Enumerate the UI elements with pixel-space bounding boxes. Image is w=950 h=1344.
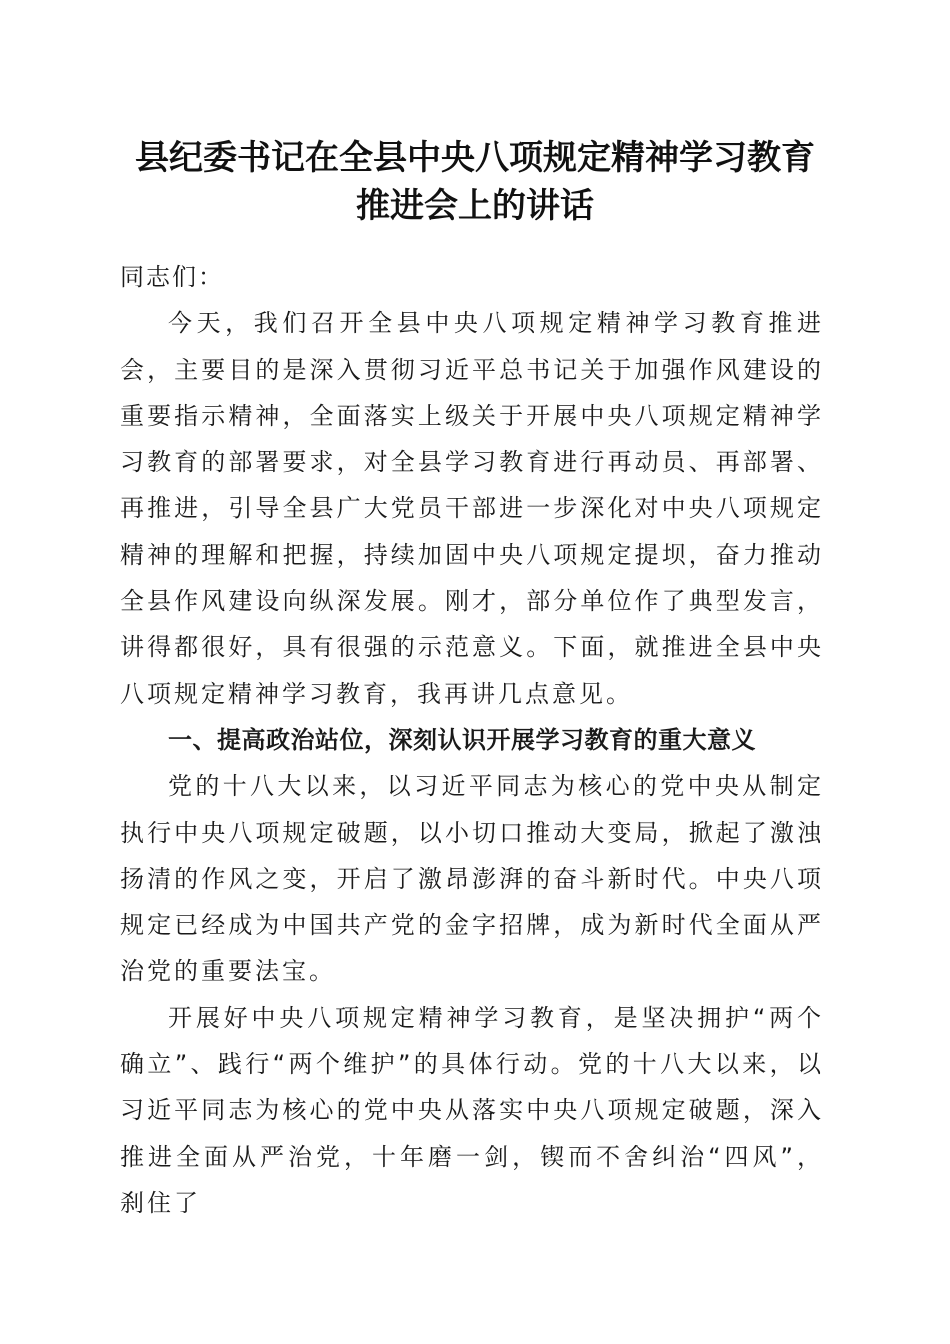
document-title-line-1: 县纪委书记在全县中央八项规定精神学习教育 [135,138,815,178]
salutation: 同志们： [120,263,224,291]
section-heading-1: 一、提高政治站位，深刻认识开展学习教育的重大意义 [168,725,756,754]
document-title-line-2: 推进会上的讲话 [356,186,594,226]
body-paragraph-3: 开展好中央八项规定精神学习教育，是坚决拥护“两个确立”、践行“两个维护”的具体行动。党的十八大以来，以习近平同志为核心的党中央从落实中央八项规定破题，深入推进全面从严治党，十年磨一剑，锲而不舍纠治“四风”，刹住了 [120,1003,824,1217]
body-paragraph-2: 党的十八大以来，以习近平同志为核心的党中央从制定执行中央八项规定破题，以小切口推动大变局，掀起了激浊扬清的作风之变，开启了激昂澎湃的奋斗新时代。中央八项规定已经成为中国共产党的金字招牌，成为新时代全面从严治党的重要法宝。 [120,772,824,986]
body-paragraph-1: 今天，我们召开全县中央八项规定精神学习教育推进会，主要目的是深入贯彻习近平总书记关于加强作风建设的重要指示精神，全面落实上级关于开展中央八项规定精神学习教育的部署要求，对全县学习教育进行再动员、再部署、再推进，引导全县广大党员干部进一步深化对中央八项规定精神的理解和把握，持续加固中央八项规定提坝，奋力推动全县作风建设向纵深发展。刚才，部分单位作了典型发言，讲得都很好，具有很强的示范意义。下面，就推进全县中央八项规定精神学习教育，我再讲几点意见。 [120,309,824,708]
document-body [120,254,824,1226]
